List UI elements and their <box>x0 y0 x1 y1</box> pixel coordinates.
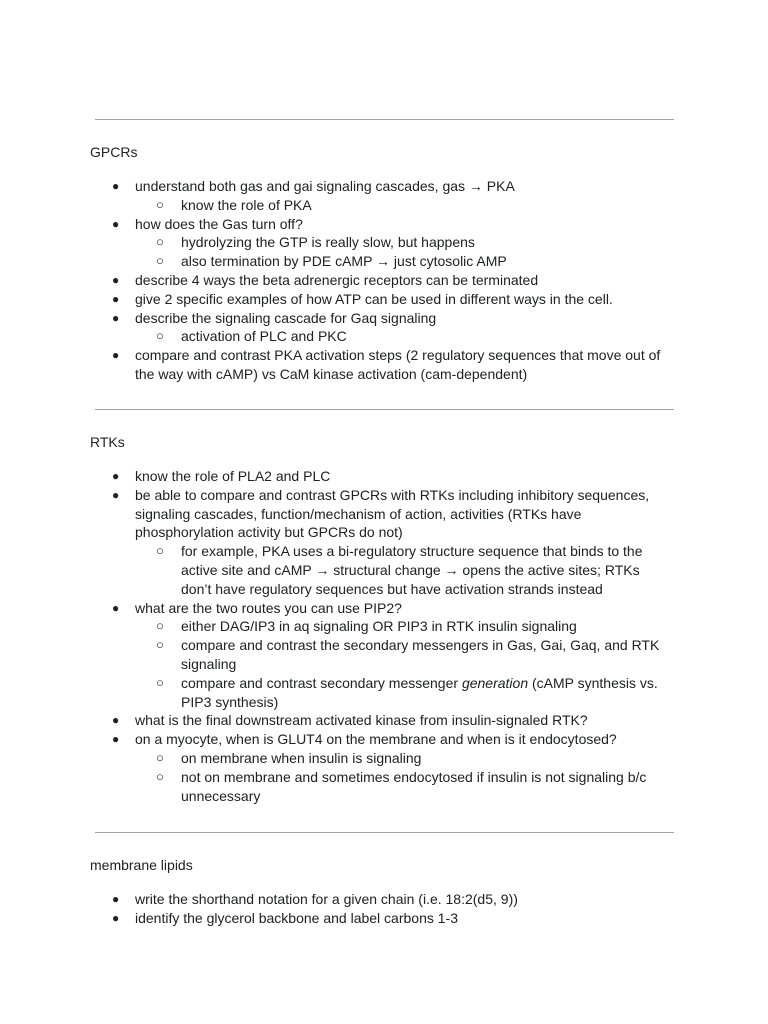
text-segment: compare and contrast secondary messenger <box>181 674 462 691</box>
bullet-icon: ● <box>112 892 120 906</box>
hollow-bullet-icon: ○ <box>156 328 164 344</box>
list-item-text: know the role of PLA2 and PLC <box>135 468 331 484</box>
hollow-bullet-icon: ○ <box>156 749 164 765</box>
list-item-text: also termination by PDE cAMP → just cytosolic AMP <box>181 253 507 270</box>
list-item-text: be able to compare and contrast GPCRs with RTKs including inhibitory sequences, signaling cascades, function/mechanism of action, activities (RTKs have phosphorylation activity but GPCRs do not) <box>135 486 650 541</box>
list-item-text: describe 4 ways the beta adrenergic receptors can be terminated <box>135 271 539 288</box>
section-heading-rtks: RTKs <box>90 434 125 450</box>
sub-list-item <box>0 768 768 806</box>
text-segment: (cAMP synthesis vs. PIP3 synthesis) <box>181 674 658 710</box>
list-item <box>0 599 768 618</box>
list-item <box>0 909 768 928</box>
bullet-icon: ● <box>112 487 120 502</box>
list-item-text: how does the Gas turn off? <box>135 215 303 232</box>
section-heading-membrane-lipids: membrane lipids <box>90 857 193 873</box>
list-item-text: for example, PKA uses a bi-regulatory structure sequence that binds to the active site and cAMP → structural change → opens the active sites; RTKs don’t have regulatory sequences but have activation strands instead <box>181 543 643 597</box>
section-heading-gpcrs: GPCRs <box>90 144 138 160</box>
list-item-text: on membrane when insulin is signaling <box>181 749 422 766</box>
bullet-icon: ● <box>112 179 120 193</box>
rtks-list <box>0 467 768 805</box>
list-item <box>0 730 768 749</box>
list-item-text: compare and contrast the secondary messengers in Gas, Gai, Gaq, and RTK signaling <box>181 637 660 672</box>
list-item-text <box>181 674 661 712</box>
sub-list-item <box>0 542 768 598</box>
membrane-lipids-list <box>0 890 768 928</box>
hollow-bullet-icon: ○ <box>156 768 164 784</box>
list-item <box>0 290 768 309</box>
hollow-bullet-icon: ○ <box>156 618 164 634</box>
list-item-text: identify the glycerol backbone and label carbons 1-3 <box>135 909 458 926</box>
sub-list-item <box>0 749 768 768</box>
sub-list-item <box>0 196 768 215</box>
hollow-bullet-icon: ○ <box>156 637 164 653</box>
list-item <box>0 346 768 384</box>
bullet-icon: ● <box>112 713 120 728</box>
list-item-text: give 2 specific examples of how ATP can be used in different ways in the cell. <box>135 290 613 307</box>
sub-list-item <box>0 252 768 271</box>
bullet-icon: ● <box>112 348 120 363</box>
list-item-text: compare and contrast PKA activation steps (2 regulatory sequences that move out of the way with cAMP) vs CaM kinase activation (cam-dependent) <box>135 347 661 382</box>
emphasized-text: generation <box>461 674 529 691</box>
hollow-bullet-icon: ○ <box>156 674 164 690</box>
bullet-icon: ● <box>112 910 120 925</box>
list-item-text: what is the final downstream activated kinase from insulin-signaled RTK? <box>135 712 588 729</box>
list-item-text: know the role of PKA <box>181 196 312 213</box>
bullet-icon: ● <box>112 600 120 615</box>
list-item <box>0 486 768 542</box>
sub-list-item <box>0 636 768 674</box>
list-item-text: describe the signaling cascade for Gaq signaling <box>135 309 437 326</box>
sub-list-item <box>0 233 768 252</box>
bullet-icon: ● <box>112 732 120 747</box>
list-item-text: write the shorthand notation for a given chain (i.e. 18:2(d5, 9)) <box>135 891 518 907</box>
list-item <box>0 890 768 909</box>
hollow-bullet-icon: ○ <box>156 253 164 269</box>
list-item-text: understand both gas and gai signaling cascades, gas → PKA <box>135 178 515 194</box>
section-divider <box>95 409 674 410</box>
list-item-text: either DAG/IP3 in aq signaling OR PIP3 in RTK insulin signaling <box>181 618 577 635</box>
gpcrs-list <box>0 177 768 384</box>
section-divider <box>95 119 674 120</box>
hollow-bullet-icon: ○ <box>156 543 164 559</box>
list-item <box>0 215 768 234</box>
section-divider <box>95 832 674 833</box>
hollow-bullet-icon: ○ <box>156 234 164 250</box>
hollow-bullet-icon: ○ <box>156 196 164 212</box>
bullet-icon: ● <box>112 272 120 287</box>
list-item-text: not on membrane and sometimes endocytosed if insulin is not signaling b/c unnecessary <box>181 768 647 804</box>
bullet-icon: ● <box>112 291 120 306</box>
sub-list-item <box>0 617 768 636</box>
bullet-icon: ● <box>112 216 120 231</box>
bullet-icon: ● <box>112 310 120 325</box>
list-item-text: on a myocyte, when is GLUT4 on the membrane and when is it endocytosed? <box>135 731 617 748</box>
list-item <box>0 309 768 328</box>
list-item <box>0 467 768 486</box>
sub-list-item <box>0 327 768 346</box>
list-item-text: what are the two routes you can use PIP2? <box>135 599 402 616</box>
list-item-text: hydrolyzing the GTP is really slow, but happens <box>181 234 475 251</box>
list-item <box>0 711 768 730</box>
list-item <box>0 177 768 196</box>
list-item <box>0 271 768 290</box>
sub-list-item <box>0 674 768 712</box>
bullet-icon: ● <box>112 469 120 483</box>
list-item-text: activation of PLC and PKC <box>181 328 347 345</box>
